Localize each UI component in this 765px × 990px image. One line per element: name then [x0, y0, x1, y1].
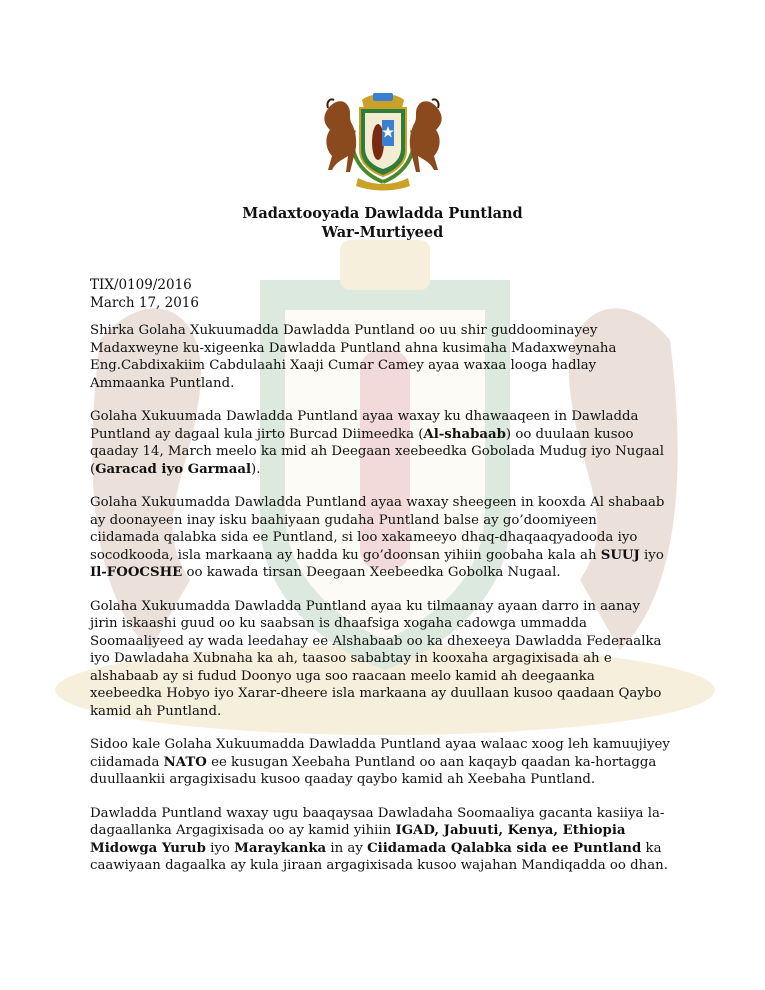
puntland-emblem: [318, 90, 448, 192]
paragraph-text: iyo: [205, 840, 235, 856]
paragraph: [90, 322, 670, 392]
bold-text: IGAD, Jabuuti, Kenya, Ethiopia Midowga Yurub: [90, 823, 626, 856]
paragraph: [90, 736, 670, 789]
paragraph-text: in ay: [326, 840, 368, 856]
bold-text: SUUJ: [600, 547, 640, 563]
paragraph-text: Golaha Xukuumadda Dawladda Puntland ayaa waxay sheegeen in kooxda Al shabaab ay doonayeen inay isku baahiyaan gudaha Puntland balse ay go’doomiyeen ciidamada qalabka sida ee Puntland, si loo xakameeyo dhaq-dhaqaaqyadooda iyo socodkooda, isla markaana ay hadda ku go’doonsan yihiin goobaha kala ah: [90, 495, 665, 563]
paragraph: [90, 805, 670, 875]
reference-number: TIX/0109/2016: [90, 277, 192, 293]
paragraph-text: Dawladda Puntland waxay ugu baaqaysaa Dawladaha Soomaaliya gacanta kasiiya la-dagaallanka Argagixisada oo ay kamid yihiin: [90, 805, 665, 838]
bold-text: Ciidamada Qalabka sida ee Puntland: [367, 840, 642, 856]
paragraph: [90, 598, 670, 721]
office-title: Madaxtooyada Dawladda Puntland: [242, 205, 523, 222]
bold-text: Il-FOOCSHE: [90, 565, 183, 580]
document-meta: [90, 276, 199, 312]
document-body: [90, 322, 670, 891]
document-date: March 17, 2016: [90, 295, 199, 311]
paragraph-text: ka caawiyaan dagaalka ay kula jiraan argagixisada kusoo wajahan Mandiqadda oo dhan.: [90, 840, 668, 873]
press-release-title: War-Murtiyeed: [321, 224, 444, 241]
paragraph-text: Golaha Xukuumadda Dawladda Puntland ayaa ku tilmaanay ayaan darro in aanay jirin iskaashi guud oo ku saabsan is dhaafsiga xogaha cadowga ummadda Soomaaliyeed ay wada leedahay ee Alshabaab oo ka dhexeeya Dawladda Federaalka iyo Dawladaha Xubnaha ka ah, taasoo sababtay in kooxaha argagixisada ah e alshabaab ay si fudud Doonyo uga soo raacaan meelo kamid ah deegaanka xeebeedka Hobyo iyo Xarar-dheere isla markaana ay duullaan kusoo qaadaan Qaybo kamid ah Puntland.: [90, 598, 662, 719]
paragraph-text: ).: [251, 461, 261, 477]
paragraph-text: ) oo duulaan kusoo qaaday 14, March meelo ka mid ah Deegaan xeebeedka Gobolada Mudug iyo Nugaal (: [90, 426, 664, 477]
paragraph-text: ee kusugan Xeebaha Puntland oo aan kaqayb qaadan ka-hortagga duullaankii argagixisadu kusoo qaaday qaybo kamid ah Xeebaha Puntland.: [90, 754, 657, 787]
bold-text: NATO: [163, 754, 207, 770]
paragraph: [90, 494, 670, 582]
paragraph-text: Sidoo kale Golaha Xukuumadda Dawladda Puntland ayaa walaac xoog leh kamuujiyey ciidamada: [90, 737, 670, 770]
paragraph: [90, 408, 670, 478]
paragraph-text: oo kawada tirsan Deegaan Xeebeedka Gobolka Nugaal.: [182, 565, 561, 580]
bold-text: Maraykanka: [234, 840, 327, 856]
paragraph-text: Shirka Golaha Xukuumadda Dawladda Puntland oo uu shir guddoominayey Madaxweyne ku-xigeenka Dawladda Puntland ahna kusimaha Madaxweynaha Eng.Cabdixakiim Cabdulaahi Xaaji Cumar Camey ayaa waxaa looga hadlay Ammaanka Puntland.: [90, 323, 617, 391]
bold-text: Garacad iyo Garmaal: [95, 461, 252, 477]
paragraph-text: Golaha Xukuumada Dawladda Puntland ayaa waxay ku dhawaaqeen in Dawladda Puntland ay dagaal kula jirto Burcad Diimeedka (: [90, 409, 639, 442]
bold-text: Al-shabaab: [423, 426, 506, 442]
document-heading: [0, 204, 765, 242]
paragraph-text: iyo: [639, 547, 664, 563]
